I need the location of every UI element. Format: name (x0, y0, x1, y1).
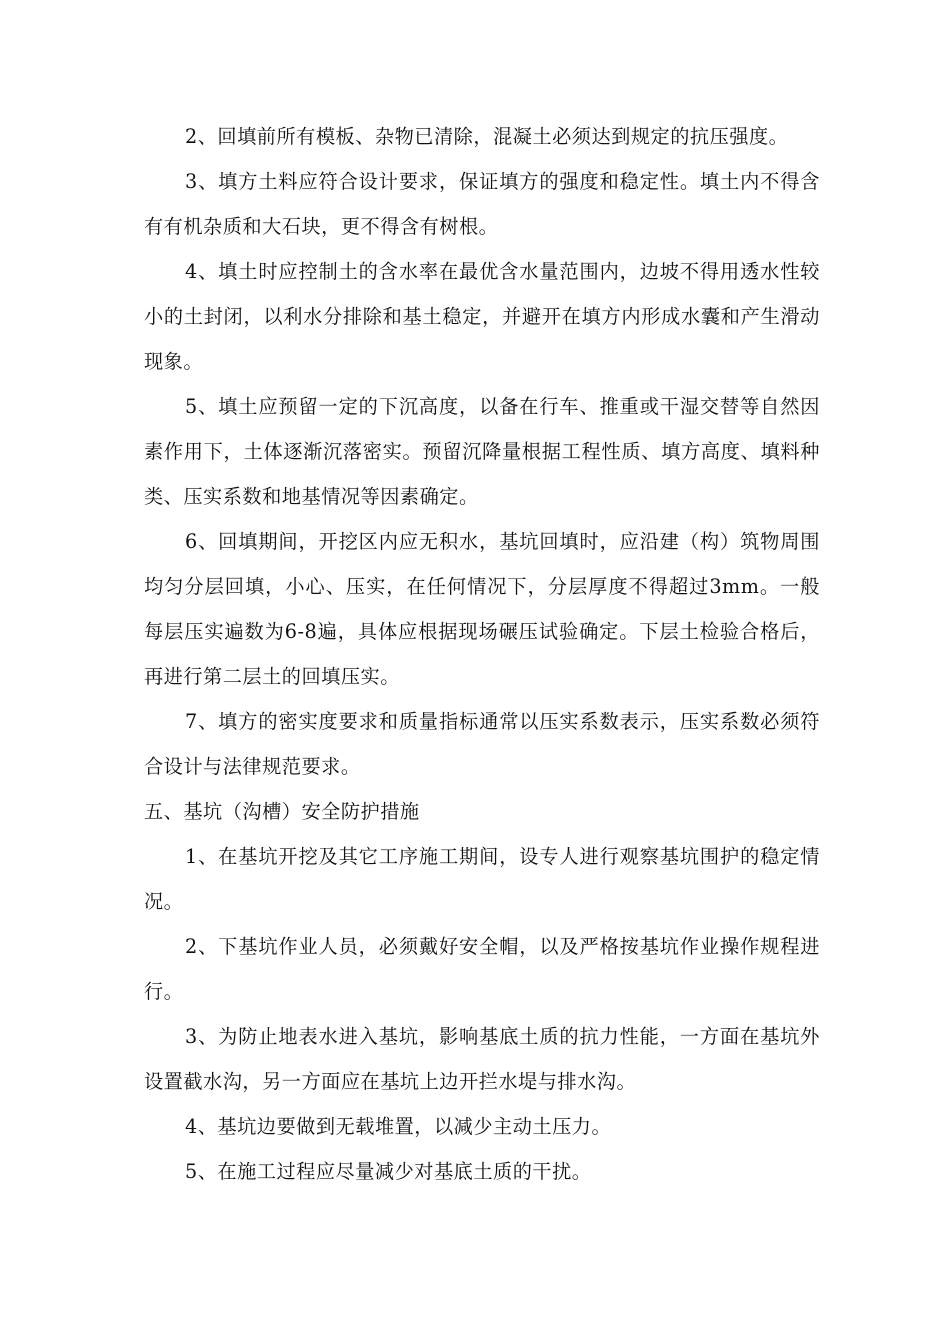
paragraph-safety-1: 1、在基坑开挖及其它工序施工期间，设专人进行观察基坑围护的稳定情况。 (144, 845, 820, 913)
section-heading: 五、基坑（沟槽）安全防护措施 (144, 800, 420, 823)
paragraph-backfill-7: 7、填方的密实度要求和质量指标通常以压实系数表示，压实系数必须符合设计与法律规范要求。 (144, 710, 820, 778)
paragraph-backfill-5: 5、填土应预留一定的下沉高度，以备在行车、推重或干湿交替等自然因素作用下，土体逐渐沉落密实。预留沉降量根据工程性质、填方高度、填料种类、压实系数和地基情况等因素确定。 (144, 395, 820, 508)
paragraph-safety-4: 4、基坑边要做到无载堆置，以减少主动土压力。 (185, 1115, 612, 1138)
paragraph-backfill-2: 2、回填前所有模板、杂物已清除，混凝土必须达到规定的抗压强度。 (185, 125, 789, 148)
paragraph-safety-2: 2、下基坑作业人员，必须戴好安全帽，以及严格按基坑作业操作规程进行。 (144, 935, 820, 1003)
document-body (144, 114, 820, 1194)
paragraph-backfill-3: 3、填方土料应符合设计要求，保证填方的强度和稳定性。填土内不得含有有机杂质和大石块，更不得含有树根。 (144, 170, 820, 238)
paragraph-safety-3: 3、为防止地表水进入基坑，影响基底土质的抗力性能，一方面在基坑外设置截水沟，另一方面应在基坑上边开拦水堤与排水沟。 (144, 1025, 820, 1093)
paragraph-backfill-6: 6、回填期间，开挖区内应无积水，基坑回填时，应沿建（构）筑物周围均匀分层回填，小心、压实，在任何情况下，分层厚度不得超过3mm。一般每层压实遍数为6-8遍，具体应根据现场碾压试验确定。下层土检验合格后，再进行第二层土的回填压实。 (144, 530, 820, 688)
paragraph-safety-5: 5、在施工过程应尽量减少对基底土质的干扰。 (185, 1160, 592, 1183)
paragraph-backfill-4: 4、填土时应控制土的含水率在最优含水量范围内，边坡不得用透水性较小的土封闭，以利水分排除和基土稳定，并避开在填方内形成水囊和产生滑动现象。 (144, 260, 820, 373)
